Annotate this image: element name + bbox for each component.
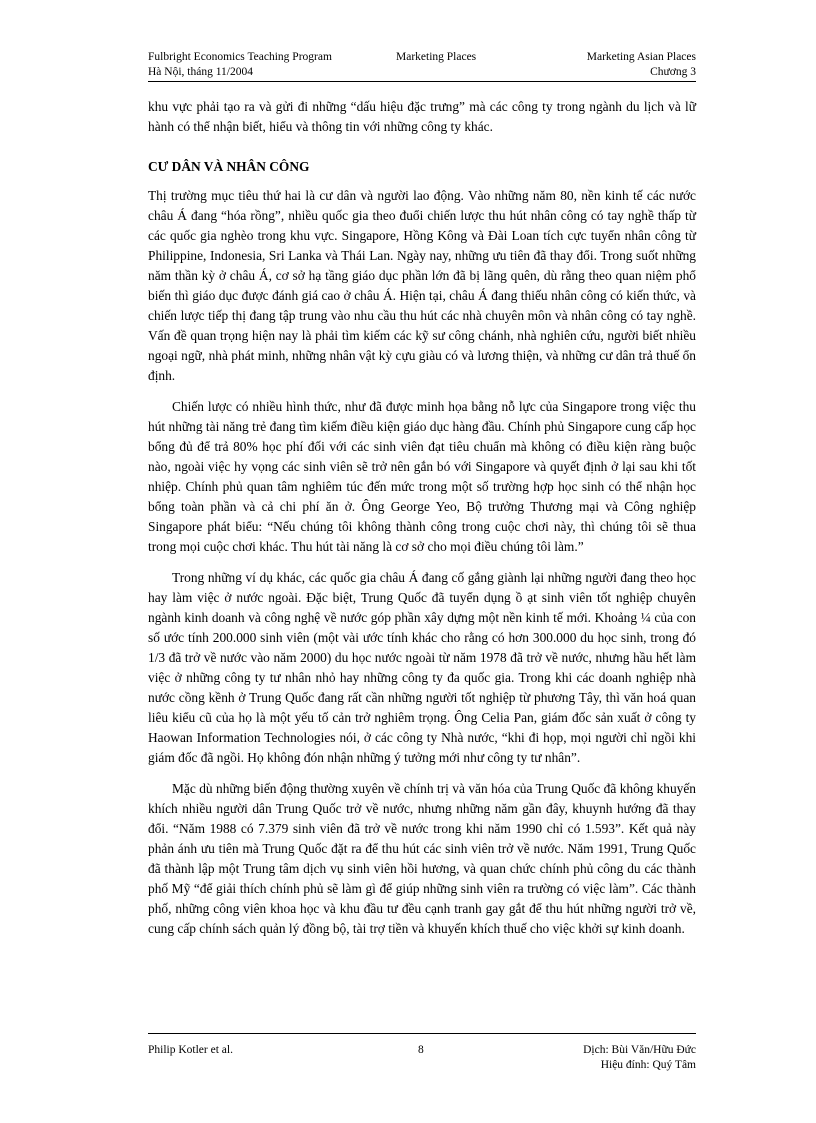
header-program: Fulbright Economics Teaching Program (148, 51, 332, 63)
footer-translators: Dịch: Bùi Văn/Hữu Đức (583, 1044, 696, 1056)
page-number: 8 (418, 1044, 424, 1056)
header-left (148, 50, 332, 80)
paragraph-1: Thị trường mục tiêu thứ hai là cư dân và người lao động. Vào những năm 80, nền kinh tế các nước châu Á đang “hóa rồng”, nhiều quốc gia theo đuổi chiến lược thu hút nhân công có tay nghề thấp từ các quốc gia nghèo trong khu vực. Singapore, Hồng Kông và Đài Loan tích cực tuyển nhân công từ Philippine, Indonesia, Sri Lanka và Thái Lan. Ngày nay, những ưu tiên đã thay đổi. Trong suốt những năm thần kỳ ở châu Á, cơ sở hạ tầng giáo dục phần lớn đã bị lãng quên, dù rằng theo quan niệm phổ biến thì giáo dục được đánh giá cao ở châu Á. Hiện tại, châu Á đang thiếu nhân công có kiến thức, và chiến lược tiếp thị đang tập trung vào nhu cầu thu hút các nhà chuyên môn và nhân công có tay nghề. Vấn đề quan trọng hiện nay là phải tìm kiếm các kỹ sư công chánh, nhà nghiên cứu, người biết nhiều ngoại ngữ, nhà phát minh, những nhân vật kỳ cựu giàu có và lương thiện, và những cư dân trả thuế ổn định. (148, 188, 696, 383)
paragraph-4: Mặc dù những biến động thường xuyên về chính trị và văn hóa của Trung Quốc đã không khuyến khích nhiều người dân Trung Quốc trở về nước, nhưng những năm gần đây, khuynh hướng đã thay đổi. “Năm 1988 có 7.379 sinh viên đã trở về nước trong khi năm 1990 chỉ có 1.593”. Kết quả này phản ánh ưu tiên mà Trung Quốc đặt ra để thu hút các sinh viên trở về nước. Năm 1991, Trung Quốc đã thành lập một Trung tâm dịch vụ sinh viên hồi hương, và quan chức chính phủ công du các thành phố Mỹ “để giải thích chính phủ sẽ làm gì để giúp những sinh viên ra trường có việc làm”. Các thành phố, những công viên khoa học và khu đầu tư đều cạnh tranh gay gắt để thu hút những người trở về, cung cấp chính sách quản lý đồng bộ, tài trợ tiền và khuyến khích thuế cho việc khởi sự kinh doanh. (148, 781, 696, 936)
header-right (587, 50, 696, 80)
header-book-title: Marketing Asian Places (586, 51, 696, 63)
section-heading: CƯ DÂN VÀ NHÂN CÔNG (148, 159, 310, 174)
page-body (148, 97, 696, 950)
page-footer (148, 1033, 696, 1077)
header-chapter: Chương 3 (650, 66, 696, 78)
paragraph-2: Chiến lược có nhiều hình thức, như đã được minh họa bằng nỗ lực của Singapore trong việc thu hút những tài năng trẻ đang tìm kiếm điều kiện giáo dục hàng đầu. Chính phủ Singapore cung cấp học bổng đủ để trả 80% học phí đối với các sinh viên đạt tiêu chuẩn mà không có điều kiện ràng buộc nào, ngoài việc hy vọng các sinh viên sẽ trở nên gắn bó với Singapore và quyết định ở lại sau khi tốt nhiệp. Chính phủ quan tâm nghiêm túc đến mức trong một số trường hợp học sinh có thể nhận học bổng toàn phần và cả chi phí ăn ở. Ông George Yeo, Bộ trưởng Thương mại và Công nghiệp Singapore phát biểu: “Nếu chúng tôi không thành công trong cuộc chơi này, thì chúng tôi sẽ thua trong mọi cuộc chơi khác. Thu hút tài năng là cơ sở cho mọi điều chúng tôi làm.” (148, 399, 696, 554)
header-center: Marketing Places (396, 51, 477, 63)
page-header (148, 47, 696, 82)
footer-divider (148, 1033, 696, 1034)
footer-editor: Hiệu đính: Quý Tâm (600, 1059, 696, 1071)
paragraph-3: Trong những ví dụ khác, các quốc gia châu Á đang cố gắng giành lại những người đang theo học hay làm việc ở nước ngoài. Đặc biệt, Trung Quốc đã tuyển dụng ồ ạt sinh viên tốt nghiệp chuyên ngành kinh doanh và công nghệ về nước góp phần xây dựng một nền kinh tế mới. Khoảng ¼ của con số ước tính 200.000 sinh viên (một vài ước tính khác cho rằng có hơn 300.000 du học sinh, trong đó 1/3 đã trở về nước vào năm 2000) du học nước ngoài từ năm 1978 đã trở về nước, nhưng hầu hết làm việc ở những công ty tư nhân nhỏ hay những công ty đa quốc gia. Trong khi các doanh nghiệp nhà nước cồng kềnh ở Trung Quốc đang rất cần những người tốt nghiệp từ phương Tây, thì văn hoá quan liêu kiểu cũ của họ là một yếu tố cản trở nghiêm trọng. Ông Celia Pan, giám đốc sản xuất ở công ty Haowan Information Technologies nói, ở các công ty Nhà nước, “khi đi họp, mọi người chỉ ngồi khi giám đốc đã ngồi. Họ không đón nhận những ý tưởng mới như công ty tư nhân”. (148, 570, 696, 765)
footer-credits (583, 1043, 696, 1073)
intro-paragraph: khu vực phải tạo ra và gửi đi những “dấu hiệu đặc trưng” mà các công ty trong ngành du lịch và lữ hành có thể nhận biết, hiểu và thông tin với những công ty khác. (148, 99, 696, 134)
footer-author: Philip Kotler et al. (148, 1044, 233, 1056)
header-location-date: Hà Nội, tháng 11/2004 (148, 66, 253, 78)
